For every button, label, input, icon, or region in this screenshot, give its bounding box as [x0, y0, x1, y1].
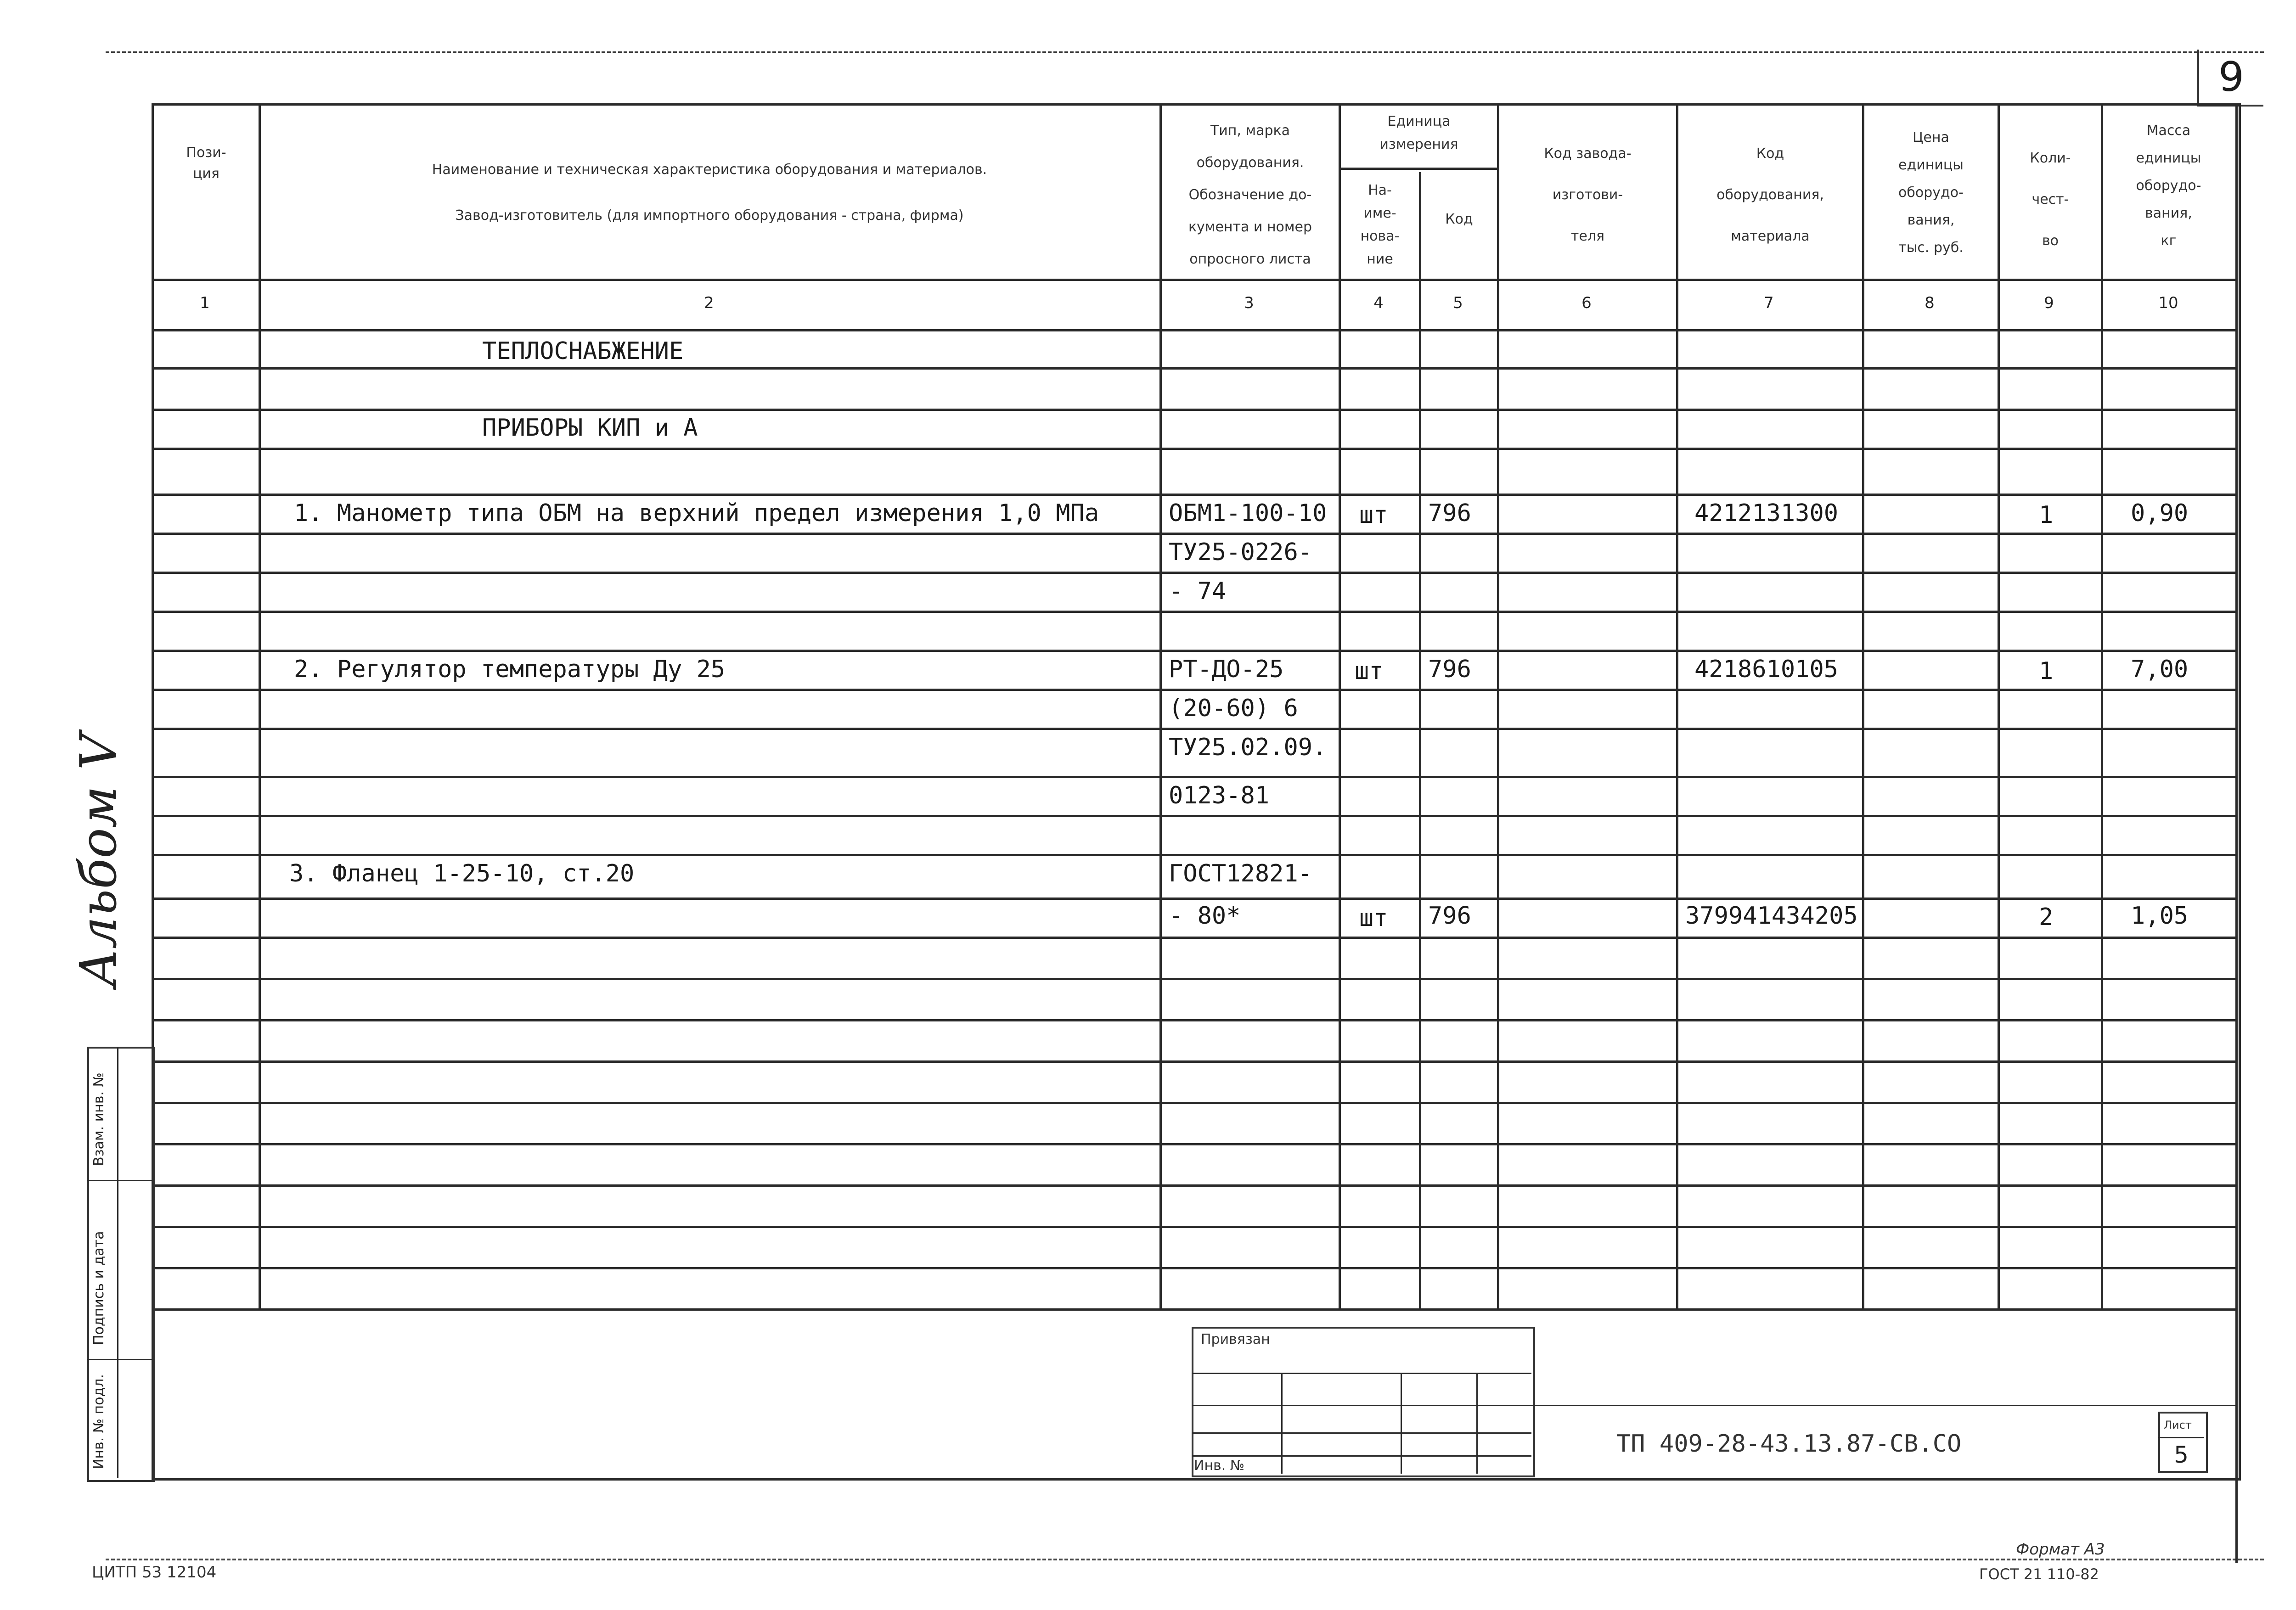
footer-format: Формат А3	[2016, 1540, 2105, 1559]
item-type: ГОСТ12821-	[1169, 860, 1313, 887]
header-unit-name: На- име- нова- ние	[1360, 182, 1400, 267]
item-name: 1. Манометр типа ОБМ на верхний предел измерения 1,0 МПа	[294, 499, 1099, 527]
album-label: Альбом V	[69, 733, 128, 987]
header-name: Наименование и техническая характеристика оборудования и материалов. Завод-изготовитель (для импортного оборудования - страна, фирма)	[432, 162, 987, 224]
stamp-applied: Привязан	[1201, 1331, 1270, 1347]
item-unit-code: 796	[1428, 902, 1471, 930]
item-unit-code: 796	[1428, 499, 1471, 527]
item-unit: шт	[1359, 904, 1388, 932]
item-unit: шт	[1359, 501, 1388, 529]
item-qty: 1	[2039, 501, 2054, 529]
col-number: 8	[1925, 294, 1935, 312]
item-qty: 2	[2039, 903, 2054, 931]
sheet-label: Лист	[2164, 1419, 2192, 1431]
header-quantity: Коли- чест- во	[2030, 150, 2071, 249]
header-material-code: Код оборудования, материала	[1716, 146, 1824, 244]
item-name: 2. Регулятор температуры Ду 25	[294, 656, 726, 683]
footer-gost: ГОСТ 21 110-82	[1979, 1565, 2099, 1583]
item-type: ТУ25.02.09.	[1169, 734, 1327, 761]
item-type: ТУ25-0226-	[1169, 539, 1313, 566]
item-code: 4218610105	[1694, 656, 1839, 683]
applied-stamp	[1192, 1327, 1535, 1477]
side-stamp-inv: Инв. № подл.	[91, 1374, 107, 1469]
item-type: - 80*	[1169, 902, 1241, 930]
section-heading: ТЕПЛОСНАБЖЕНИЕ	[482, 337, 684, 365]
side-stamp-replace: Взам. инв. №	[91, 1072, 107, 1166]
sheet-number: 9	[2197, 50, 2263, 107]
col-number: 3	[1244, 294, 1254, 312]
header-price: Цена единицы оборудо- вания, тыс. руб.	[1898, 129, 1964, 256]
item-type: РТ-ДО-25	[1169, 656, 1284, 683]
header-unit: Единица измерения	[1379, 113, 1458, 152]
item-qty: 1	[2039, 657, 2054, 685]
header-mass: Масса единицы оборудо- вания, кг	[2136, 123, 2201, 249]
col-number: 10	[2158, 294, 2178, 312]
document-code: ТП 409-28-43.13.87-СВ.СО	[1616, 1430, 1962, 1458]
item-unit-code: 796	[1428, 656, 1471, 683]
item-type: ОБМ1-100-10	[1169, 499, 1327, 527]
item-type: - 74	[1169, 578, 1227, 605]
header-type: Тип, марка оборудования. Обозначение до- кумента и номер опросного листа	[1188, 123, 1312, 267]
item-unit: шт	[1355, 657, 1384, 685]
col-number: 7	[1764, 294, 1774, 312]
section-heading: ПРИБОРЫ КИП и А	[482, 414, 698, 442]
item-mass: 0,90	[2131, 499, 2189, 527]
side-stamp-sign: Подпись и дата	[91, 1231, 107, 1345]
col-number: 5	[1453, 294, 1463, 312]
item-code: 379941434205	[1685, 902, 1858, 930]
col-number: 4	[1373, 294, 1384, 312]
col-number: 6	[1581, 294, 1592, 312]
item-mass: 1,05	[2131, 902, 2189, 930]
item-type: 0123-81	[1169, 782, 1270, 809]
header-position: Пози- ция	[186, 145, 226, 182]
header-factory-code: Код завода- изготови- теля	[1544, 146, 1632, 244]
item-type: (20-60) 6	[1169, 695, 1298, 722]
col-number: 1	[200, 294, 210, 312]
sheet-value: 5	[2174, 1442, 2189, 1468]
bottom-dashed-line	[106, 1559, 2264, 1560]
item-code: 4212131300	[1694, 499, 1839, 527]
header-unit-code: Код	[1445, 211, 1473, 227]
stamp-inv: Инв. №	[1194, 1458, 1245, 1474]
col-number: 9	[2044, 294, 2054, 312]
footer-left: ЦИТП 53 12104	[92, 1563, 217, 1582]
item-name: 3. Фланец 1-25-10, ст.20	[289, 860, 635, 887]
top-dashed-line	[106, 51, 2264, 53]
col-number: 2	[704, 294, 714, 312]
item-mass: 7,00	[2131, 656, 2189, 683]
